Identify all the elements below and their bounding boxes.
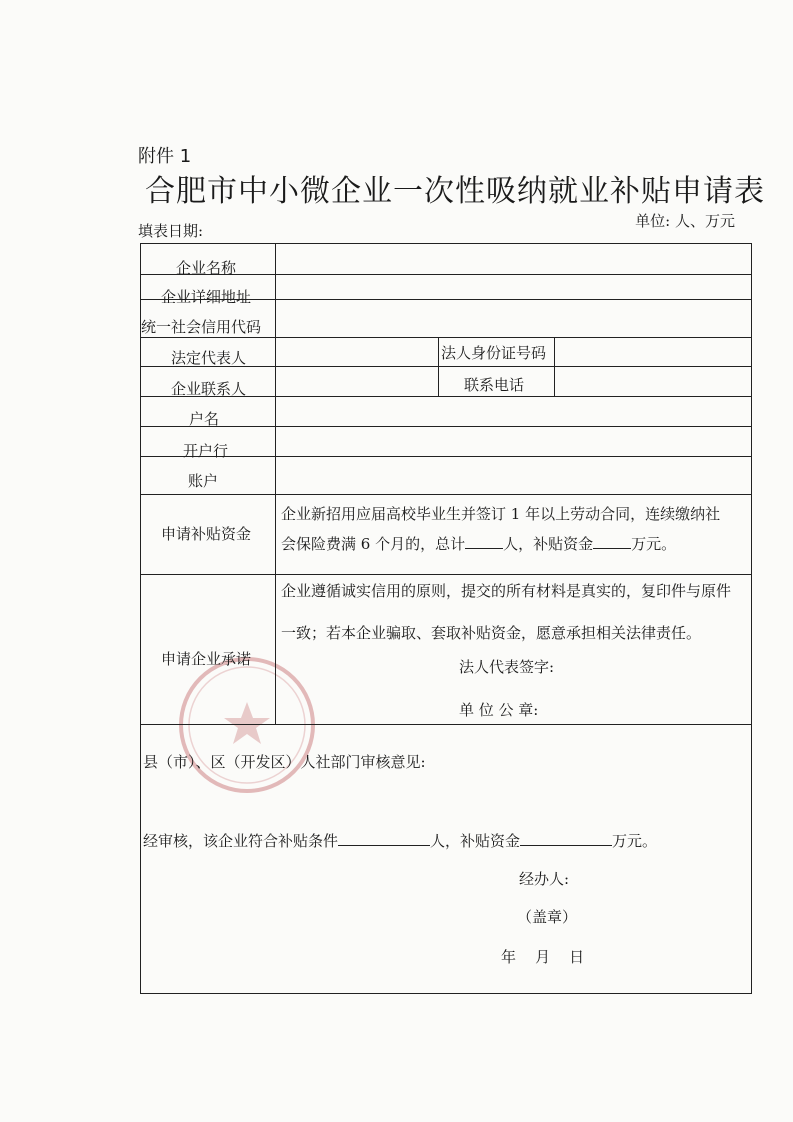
review-count-field[interactable] [338,829,430,846]
company-name-field[interactable] [276,244,751,274]
address-field[interactable] [276,275,751,299]
label-company-name: 企业名称 [176,259,237,277]
commitment-line-1: 企业遵循诚实信用的原则，提交的所有材料是真实的，复印件与原件 [281,582,732,600]
unit-label: 单位: 人、万元 [635,212,735,230]
legal-rep-field[interactable] [276,338,438,366]
label-bank: 开户行 [183,442,229,460]
account-field[interactable] [276,457,751,494]
label-account: 账户 [188,472,219,490]
subsidy-count-field[interactable] [465,532,503,549]
label-account-name: 户名 [189,410,220,428]
legal-rep-signature-label: 法人代表签字: [459,658,555,676]
application-table [140,243,752,994]
review-amount-field[interactable] [520,829,612,846]
credit-code-field[interactable] [276,300,751,337]
review-result [143,829,657,851]
commitment-text [281,576,749,648]
stamp-label: （盖章） [517,908,578,926]
bank-field[interactable] [276,427,751,456]
label-contact: 企业联系人 [171,380,247,398]
label-credit-code: 统一社会信用代码 [141,318,262,336]
subsidy-amount-field[interactable] [593,532,631,549]
attachment-label: 附件 1 [138,146,192,167]
phone-field[interactable] [555,367,751,396]
fill-date-label: 填表日期: [138,222,204,240]
subsidy-line-2 [281,529,749,559]
company-seal-label: 单 位 公 章: [459,701,539,719]
review-result-a: 经审核，该企业符合补贴条件 [143,832,339,850]
review-result-b: 人，补贴资金 [430,832,521,850]
contact-field[interactable] [276,367,438,396]
page-title: 合肥市中小微企业一次性吸纳就业补贴申请表 [145,174,765,209]
commitment-line-2: 一致；若本企业骗取、套取补贴资金，愿意承担相关法律责任。 [281,624,702,642]
handler-label: 经办人: [519,870,570,888]
legal-id-field[interactable] [555,338,751,366]
account-name-field[interactable] [276,397,751,426]
label-address: 企业详细地址 [161,288,252,306]
review-result-c: 万元。 [612,832,658,850]
subsidy-text [281,499,749,559]
label-phone: 联系电话 [464,376,525,394]
label-legal-rep: 法定代表人 [171,349,247,367]
label-legal-id: 法人身份证号码 [441,344,547,362]
review-opinion-label: 县（市）、区（开发区）人社部门审核意见: [143,753,426,771]
review-date: 年 月 日 [501,948,585,966]
subsidy-text-a: 会保险费满 6 个月的，总计 [281,535,466,553]
subsidy-text-c: 万元。 [631,535,677,553]
subsidy-line-1: 企业新招用应届高校毕业生并签订 1 年以上劳动合同，连续缴纳社 [281,505,721,523]
label-commitment: 申请企业承诺 [161,650,252,668]
label-subsidy: 申请补贴资金 [161,525,252,543]
subsidy-text-b: 人，补贴资金 [503,535,594,553]
